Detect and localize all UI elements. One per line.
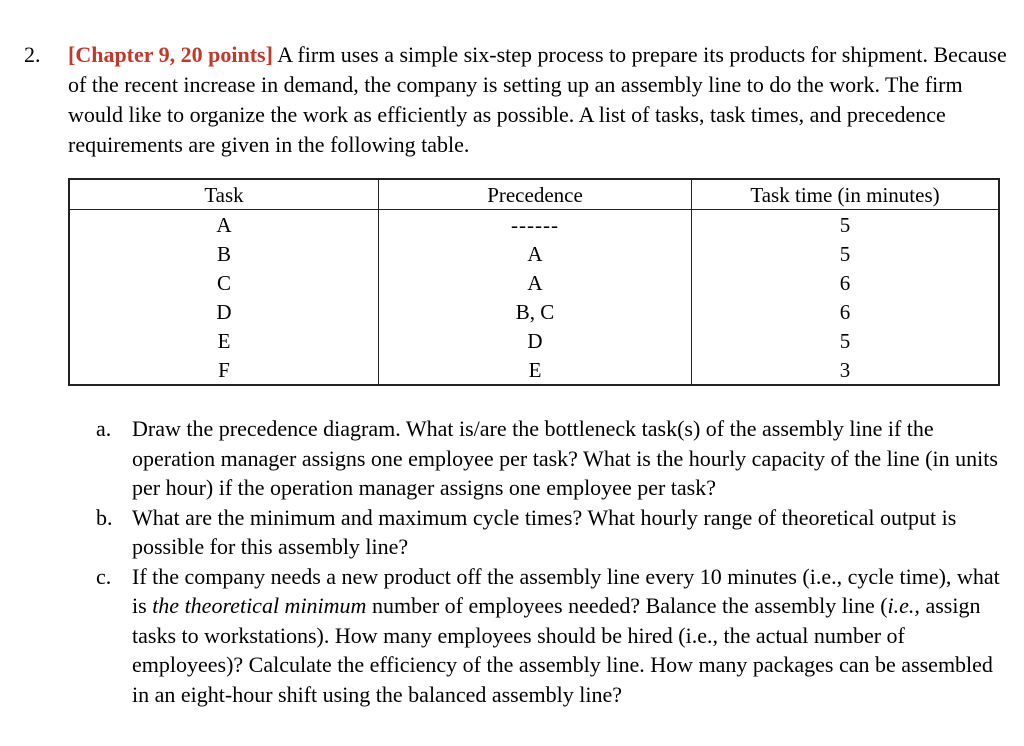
header-task: Task [69, 179, 379, 210]
question-label: b. [96, 504, 113, 530]
task-cell: E [69, 326, 379, 355]
table-row [69, 297, 999, 326]
time-cell: 5 [692, 239, 1000, 268]
chapter-tag: [Chapter 9, 20 points] [68, 42, 273, 67]
problem-statement [24, 40, 1009, 160]
precedence-cell: E [379, 355, 692, 385]
precedence-cell: ------ [379, 210, 692, 240]
question-text: What are the minimum and maximum cycle times? What hourly range of theoretical output is possible for this assembly line? [132, 504, 957, 559]
question-b [96, 503, 1006, 562]
table-row [69, 268, 999, 297]
precedence-cell: A [379, 239, 692, 268]
precedence-cell: B, C [379, 297, 692, 326]
table-row [69, 326, 999, 355]
question-label: c. [96, 563, 112, 589]
time-cell: 6 [692, 268, 1000, 297]
precedence-cell: A [379, 268, 692, 297]
table-header-row [69, 179, 999, 210]
question-text: number of employees needed? Balance the assembly line ( [366, 593, 888, 618]
header-task-time: Task time (in minutes) [692, 179, 1000, 210]
task-cell: C [69, 268, 379, 297]
task-cell: B [69, 239, 379, 268]
question-text: assign tasks to workstations). How many employees should be hired (i.e., the actual number of employees)? Calculate the efficiency of the assembly line. How many packages can be assembled in an eight-hour shift using the balanced assembly line? [132, 593, 993, 707]
emphasis-text: i.e., [887, 593, 920, 618]
time-cell: 5 [692, 210, 1000, 240]
question-label: a. [96, 416, 112, 441]
question-list [96, 414, 1006, 709]
table-row [69, 239, 999, 268]
task-table [68, 178, 1000, 386]
header-precedence: Precedence [379, 179, 692, 210]
emphasis-text: the theoretical minimum [152, 593, 367, 618]
task-cell: A [69, 210, 379, 240]
task-cell: F [69, 355, 379, 385]
table-row [69, 355, 999, 385]
time-cell: 3 [692, 355, 1000, 385]
question-text: If the company needs a new product off the assembly line every 10 minutes (i.e., cycle time), what is [132, 563, 1000, 618]
intro-text: A firm uses a simple six-step process to prepare its products for shipment. Because of the recent increase in demand, the company is setting up an assembly line to do the work. The firm would like to organize the work as efficiently as possible. A list of tasks, task times, and precedence requirements are given in the following table. [68, 42, 1007, 157]
time-cell: 5 [692, 326, 1000, 355]
time-cell: 6 [692, 297, 1000, 326]
question-a [96, 414, 1006, 503]
problem-intro [68, 40, 1008, 160]
precedence-cell: D [379, 326, 692, 355]
question-text: Draw the precedence diagram. What is/are the bottleneck task(s) of the assembly line if the operation manager assigns one employee per task? What is the hourly capacity of the line (in units per hour) if the operation manager assigns one employee per task? [132, 416, 998, 500]
task-cell: D [69, 297, 379, 326]
table-row [69, 210, 999, 240]
problem-number: 2. [24, 42, 41, 67]
question-c [96, 562, 1006, 710]
